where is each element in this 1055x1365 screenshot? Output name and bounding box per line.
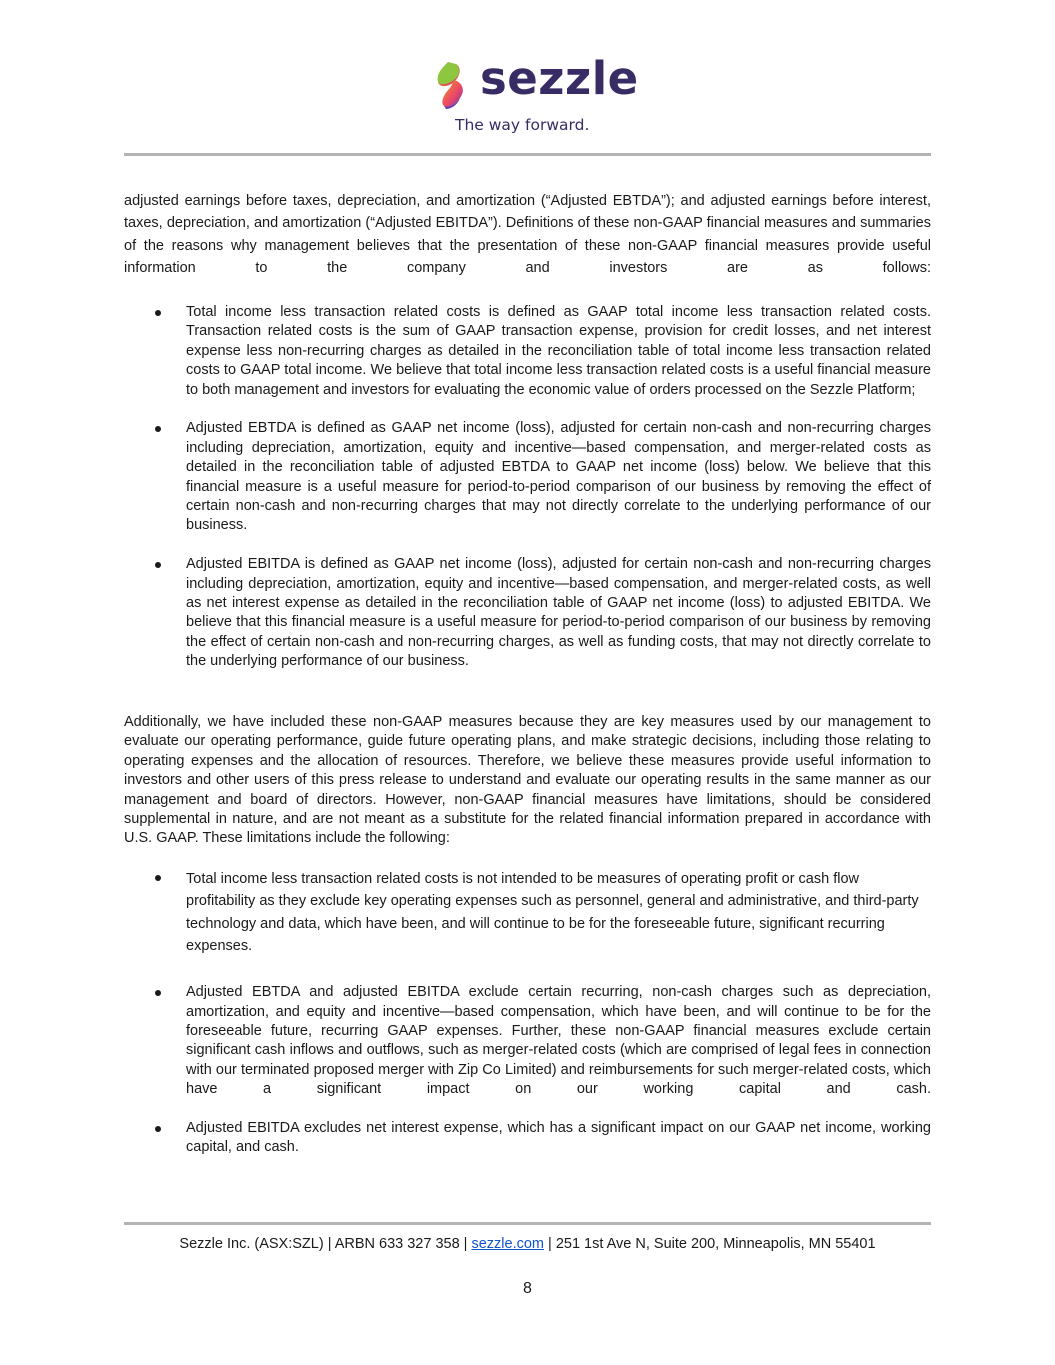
bullet-icon: [155, 990, 161, 996]
list-item: [124, 419, 931, 535]
list-item: [124, 303, 931, 400]
page-header: [0, 52, 1055, 138]
intro-paragraph: adjusted earnings before taxes, depreciation, and amortization (“Adjusted EBTDA”); and adjusted earnings before interest, taxes, depreciation, and amortization (“Adjusted EBITDA”). Definitions of these non-GAAP financial measures and summaries of the reasons why management believes that the presentation of these non-GAAP financial measures provide useful information to the company and investors are as follows:: [124, 193, 931, 276]
limitations-list: [124, 868, 931, 1177]
list-item: [124, 555, 931, 671]
definitions-list: [124, 303, 931, 691]
list-item: [124, 868, 931, 957]
limitation-total-income: Total income less transaction related costs is not intended to be measures of operating profit or cash flow profitability as they exclude key operating expenses such as personnel, general and administrative, and third-party technology and data, which have been, and will continue to be for the foreseeable future, significant recurring expenses.: [186, 871, 919, 954]
page-number: 8: [523, 1280, 532, 1297]
bullet-icon: [155, 875, 161, 881]
sezzle-logo: [432, 52, 639, 112]
sezzle-logo-mark-icon: [432, 60, 472, 110]
footer-company: Sezzle Inc. (ASX:SZL) | ARBN 633 327 358 |: [179, 1236, 472, 1252]
footer-address: | 251 1st Ave N, Suite 200, Minneapolis, MN 55401: [544, 1236, 876, 1252]
header-divider: [124, 153, 931, 156]
definition-adjusted-ebitda: Adjusted EBITDA is defined as GAAP net income (loss), adjusted for certain non-cash and non-recurring charges including depreciation, amortization, equity and incentive—based compensation, and merger-related costs, as well as net interest expense as detailed in the reconciliation table of GAAP net income (loss) to adjusted EBITDA. We believe that this financial measure is a useful measure for period-to-period comparison of our business by removing the effect of certain non-cash and non-recurring charges, as well as funding costs, that may not directly correlate to the underlying performance of our business.: [186, 556, 931, 670]
bullet-icon: [155, 426, 161, 432]
additional-paragraph: Additionally, we have included these non-GAAP measures because they are key measures used by our management to evaluate our operating performance, guide future operating plans, and make strategic decisions, including those relating to operating expenses and the allocation of resources. Therefore, we believe these measures provide useful information to investors and other users of this press release to understand and evaluate our operating results in the same manner as our management and board of directors. However, non-GAAP financial measures have limitations, should be considered supplemental in nature, and are not meant as a substitute for the related financial information prepared in accordance with U.S. GAAP. These limitations include the following:: [124, 714, 931, 847]
footer-website-link[interactable]: sezzle.com: [471, 1236, 544, 1252]
brand-name: sezzle: [480, 52, 639, 105]
definition-total-income: Total income less transaction related costs is defined as GAAP total income less transaction related costs. Transaction related costs is the sum of GAAP transaction expense, provision for credit losses, and net interest expense less non-recurring charges as detailed in the reconciliation table of total income less transaction related costs to GAAP total income. We believe that total income less transaction related costs is a useful financial measure to both management and investors for evaluating the economic value of orders processed on the Sezzle Platform;: [186, 304, 931, 398]
list-item: [124, 1119, 931, 1158]
limitation-ebtda-ebitda: Adjusted EBTDA and adjusted EBITDA exclude certain recurring, non-cash charges such as depreciation, amortization, and equity and incentive—based compensation, which have been, and will continue to be for the foreseeable future, recurring GAAP expenses. Further, these non-GAAP financial measures exclude certain significant cash inflows and outflows, such as merger-related costs (which are comprised of legal fees in connection with our terminated proposed merger with Zip Co Limited) and reimbursements for such merger-related costs, which have a significant impact on our working capital and cash.: [186, 984, 931, 1098]
bullet-icon: [155, 562, 161, 568]
tagline: The way forward.: [455, 116, 590, 134]
page-footer: [124, 1234, 931, 1254]
limitation-ebitda-interest: Adjusted EBITDA excludes net interest expense, which has a significant impact on our GAAP net income, working capital, and cash.: [186, 1120, 931, 1156]
bullet-icon: [155, 310, 161, 316]
bullet-icon: [155, 1126, 161, 1132]
footer-divider: [124, 1222, 931, 1225]
definition-adjusted-ebtda: Adjusted EBTDA is defined as GAAP net income (loss), adjusted for certain non-cash and non-recurring charges including depreciation, amortization, equity and incentive—based compensation, and merger-related costs as detailed in the reconciliation table of adjusted EBTDA to GAAP net income (loss) below. We believe that this financial measure is a useful measure for period-to-period comparison of our business by removing the effect of certain non-cash and non-recurring charges that may not directly correlate to the underlying performance of our business.: [186, 420, 931, 534]
list-item: [124, 983, 931, 1099]
